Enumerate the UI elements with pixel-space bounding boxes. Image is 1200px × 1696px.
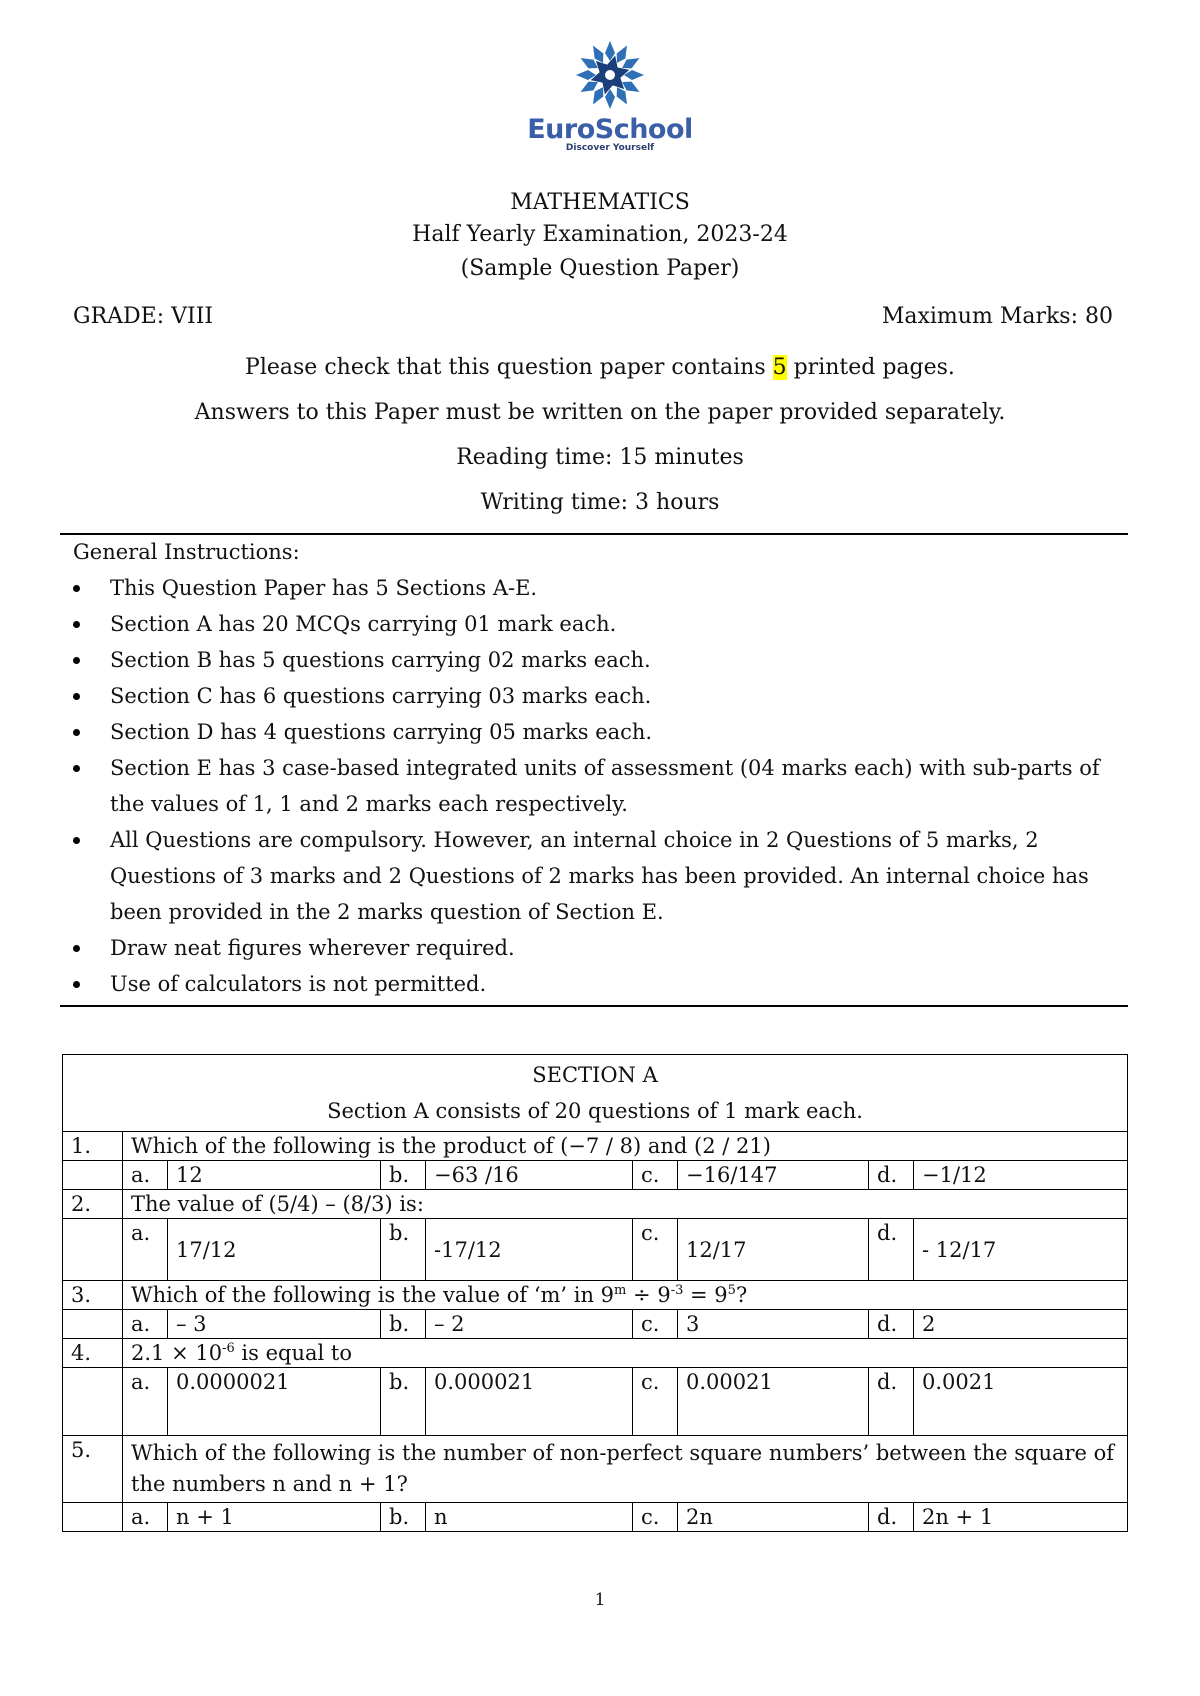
reading-time: Reading time: 15 minutes [456,445,744,470]
list-item: Section B has 5 questions carrying 02 marks each. [73,642,1113,678]
option-value: −63 /16 [426,1161,633,1190]
page-number: 1 [594,1590,606,1610]
table-row [63,1161,1128,1190]
table-row [63,1339,1128,1368]
option-label: c. [633,1219,678,1281]
question-number: 5. [63,1436,123,1503]
option-label: b. [381,1503,426,1532]
option-label: d. [869,1368,914,1436]
question-text: $2.1 \times 10^{-6}$ is equal to [123,1339,1128,1368]
question-number: 3. [63,1281,123,1310]
option-value: 2 [914,1310,1128,1339]
option-label: c. [633,1368,678,1436]
option-label: a. [123,1219,168,1281]
subject-title: MATHEMATICS [510,190,690,215]
option-label: c. [633,1503,678,1532]
list-item: Section C has 6 questions carrying 03 marks each. [73,678,1113,714]
option-label: c. [633,1310,678,1339]
option-value: 0.000021 [426,1368,633,1436]
section-title: SECTION A [532,1063,658,1087]
option-label: c. [633,1161,678,1190]
list-item: Section E has 3 case-based integrated units of assessment (04 marks each) with sub-parts of the values of 1, 1 and 2 marks each respectively. [73,750,1113,822]
option-value: 12/17 [678,1219,869,1281]
divider [60,1005,1128,1007]
instructions-title: General Instructions: [73,540,300,564]
school-logo [520,38,700,153]
table-row [63,1219,1128,1281]
option-value: 3 [678,1310,869,1339]
option-value: -17/12 [426,1219,633,1281]
option-value: 2n + 1 [914,1503,1128,1532]
option-label: b. [381,1368,426,1436]
option-value: 12 [168,1161,381,1190]
option-label: a. [123,1310,168,1339]
option-label: d. [869,1310,914,1339]
option-label: b. [381,1310,426,1339]
question-text: Which of the following is the product of (−7 / 8) and (2 / 21) [123,1132,1128,1161]
table-row [63,1368,1128,1436]
option-value: −16/147 [678,1161,869,1190]
list-item: Section A has 20 MCQs carrying 01 mark each. [73,606,1113,642]
option-label: d. [869,1161,914,1190]
option-value: n [426,1503,633,1532]
option-value: 0.0000021 [168,1368,381,1436]
question-number: 2. [63,1190,123,1219]
option-value: 0.0021 [914,1368,1128,1436]
grade-label: GRADE: VIII [73,304,214,329]
section-subtitle: Section A consists of 20 questions of 1 mark each. [327,1099,863,1123]
brand-tagline: Discover Yourself [565,143,655,153]
section-a-table [62,1054,1128,1532]
flower-emblem-icon [573,38,647,112]
option-label: b. [381,1161,426,1190]
option-value: 17/12 [168,1219,381,1281]
option-label: a. [123,1368,168,1436]
question-number: 4. [63,1339,123,1368]
option-label: b. [381,1219,426,1281]
list-item: Draw neat figures wherever required. [73,930,1113,966]
question-text: Which of the following is the number of non-perfect square numbers’ between the square of the numbers n and n + 1? [123,1436,1128,1503]
table-row [63,1436,1128,1503]
table-row [63,1281,1128,1310]
question-text: The value of (5/4) – (8/3) is: [123,1190,1128,1219]
list-item: Section D has 4 questions carrying 05 marks each. [73,714,1113,750]
option-label: d. [869,1219,914,1281]
paper-type: (Sample Question Paper) [460,256,740,281]
general-instructions [73,534,1113,1002]
table-row [63,1132,1128,1161]
option-value: 0.00021 [678,1368,869,1436]
answers-note: Answers to this Paper must be written on the paper provided separately. [194,400,1006,425]
option-label: a. [123,1161,168,1190]
table-row [63,1190,1128,1219]
list-item: Use of calculators is not permitted. [73,966,1113,1002]
question-number: 1. [63,1132,123,1161]
option-value: 2n [678,1503,869,1532]
page-check-note: Please check that this question paper contains 5 printed pages. [245,355,955,380]
list-item: This Question Paper has 5 Sections A-E. [73,570,1113,606]
list-item: All Questions are compulsory. However, an internal choice in 2 Questions of 5 marks, 2 Questions of 3 marks and 2 Questions of 2 marks has been provided. An internal choice has been provided in the 2 marks question of Section E. [73,822,1113,930]
section-header [63,1055,1128,1132]
table-row [63,1503,1128,1532]
table-row [63,1310,1128,1339]
option-value: n + 1 [168,1503,381,1532]
exam-title: Half Yearly Examination, 2023-24 [412,222,788,247]
question-text: Which of the following is the value of ‘m’ in $9^m \div 9^{-3} = 9^5$? [123,1281,1128,1310]
option-value: - 12/17 [914,1219,1128,1281]
brand-name: EuroSchool [527,114,693,145]
option-label: d. [869,1503,914,1532]
writing-time: Writing time: 3 hours [480,490,720,515]
page-count-highlight: 5 [772,355,787,380]
option-label: a. [123,1503,168,1532]
option-value: – 3 [168,1310,381,1339]
option-value: – 2 [426,1310,633,1339]
max-marks: Maximum Marks: 80 [881,304,1113,329]
option-value: −1/12 [914,1161,1128,1190]
